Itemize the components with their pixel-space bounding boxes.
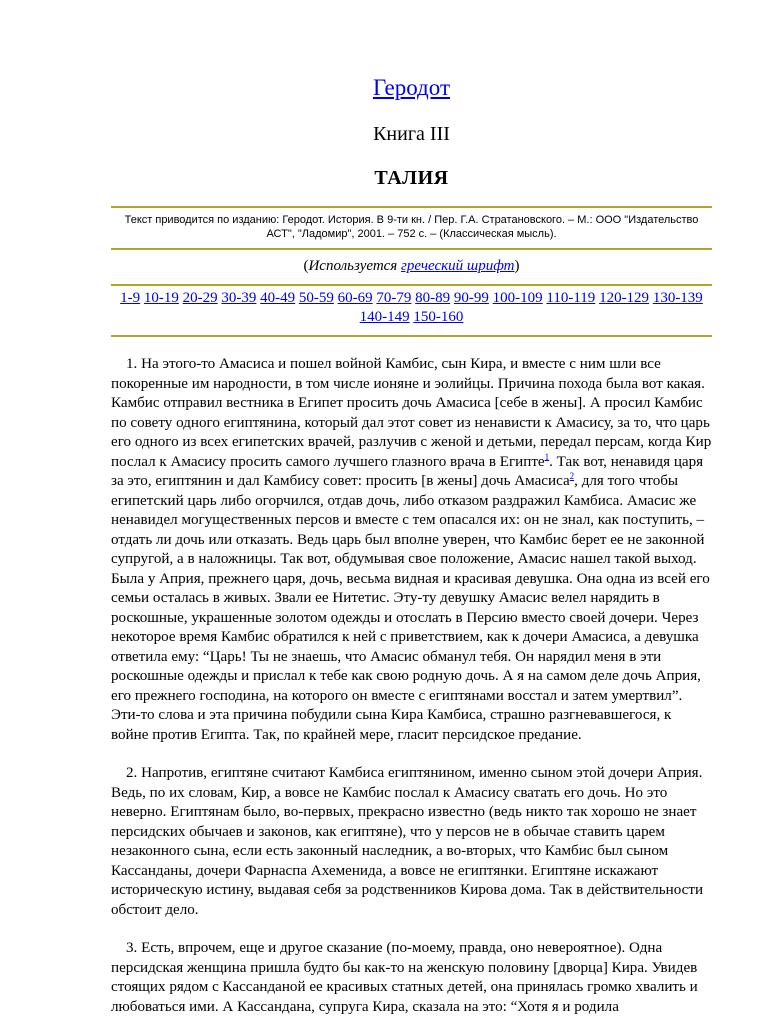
divider bbox=[111, 335, 712, 337]
nav-link-1-9[interactable]: 1-9 bbox=[120, 290, 141, 306]
nav-link-150-160[interactable]: 150-160 bbox=[413, 309, 464, 325]
paragraph-1-text-a: 1. На этого-то Амасиса и пошел войной Камбис, сын Кира, и вместе с ним шли все покоренные им народности, в том числе ионяне и эолийцы. Причина похода была вот какая. Камбис отправил вестника в Египет просить дочь Амасиса [себе в жены]. А просил Камбис по совету одного египтянина, который дал этот совет из ненависти к Амасису, за то, что царь его одного из всех египетских врачей, разлучив с женой и детьми, передал персам, когда Кир послал к Амасису просить самого лучшего глазного врача в Египте bbox=[111, 356, 712, 470]
nav-link-10-19[interactable]: 10-19 bbox=[143, 290, 179, 306]
nav-link-20-29[interactable]: 20-29 bbox=[182, 290, 218, 306]
nav-link-100-109[interactable]: 100-109 bbox=[492, 290, 543, 306]
nav-link-40-49[interactable]: 40-49 bbox=[260, 290, 296, 306]
divider bbox=[111, 206, 712, 208]
source-note: Текст приводится по изданию: Геродот. История. В 9-ти кн. / Пер. Г.А. Стратановского. – М.: ООО "Издательство АСТ", "Ладомир", 2001. – 752 с. – (Классическая мысль). bbox=[124, 214, 699, 240]
nav-link-110-119[interactable]: 110-119 bbox=[546, 290, 596, 306]
paragraph-3: 3. Есть, впрочем, еще и другое сказание (по-моему, правда, оно невероятное). Одна персидская женщина пришла будто бы как-то на женскую половину [дворца] Кира. Увидев стоящих рядом с Кассанданой ее красивых статных детей, она принялась громко хвалить и любоваться ими. А Кассандана, супруга Кира, сказала на это: “Хотя я и родила bbox=[111, 940, 698, 1015]
nav-link-80-89[interactable]: 80-89 bbox=[415, 290, 451, 306]
paragraph-2: 2. Напротив, египтяне считают Камбиса египтянином, именно сыном этой дочери Априя. Ведь, по их словам, Кир, а вовсе не Камбис послал к Амасису сватать его дочь. Но это неверно. Египтянам было, во-первых, прекрасно известно (ведь никто так хорошо не знает персидских обычаев и законов, как египтяне), что у персов не в обычае ставить царем незаконного сына, если есть законный наследник, а во-вторых, что Камбис был сыном Кассанданы, дочери Фарнаспа Ахеменида, а вовсе не египтянки. Египтяне искажают историческую истину, выдавая себя за родственников Кирова дома. Так в действительности обстоит дело. bbox=[111, 765, 704, 918]
nav-link-30-39[interactable]: 30-39 bbox=[221, 290, 257, 306]
paragraph-1-text-c: , для того чтобы египетский царь либо огорчился, отдав дочь, либо отказом раздражил Камбиса. Амасис же ненавидел могущественных персов и вместе с тем опасался их: он не знал, как поступить, – отдать ли дочь или отказать. Ведь царь был вполне уверен, что Камбис берет ее не законной супругой, а в наложницы. Так вот, обдумывая свое положение, Амасис нашел такой выход. Была у Априя, прежнего царя, дочь, весьма видная и красивая девушка. Она одна из всей его семьи осталась в живых. Звали ее Нитетис. Эту-ту девушку Амасис велел нарядить в роскошные, украшенные золотом одежды и отослать в Персию вместо своей дочери. Через некоторое время Камбис обратился к ней с приветствием, как к дочери Амасиса, а девушка ответила ему: “Царь! Ты не знаешь, что Амасис обманул тебя. Он нарядил меня в эти роскошные одежды и прислал к тебе как свою родную дочь. А я на самом деле дочь Априя, его прежнего господина, на которого он вместе с египтянами восстал и затем умертвил”. Эти-то слова и эта причина побудили сына Кира Камбиса, страшно разгневавшегося, к войне против Египта. Так, по крайней мере, гласит персидское предание. bbox=[111, 473, 710, 743]
nav-link-60-69[interactable]: 60-69 bbox=[337, 290, 373, 306]
footnote-link-1[interactable]: 1 bbox=[544, 451, 550, 462]
document-page bbox=[111, 0, 712, 1017]
book-heading: Книга III bbox=[373, 123, 450, 145]
font-note bbox=[111, 257, 712, 275]
author-link[interactable]: Геродот bbox=[372, 75, 451, 100]
font-note-open: ( bbox=[303, 258, 309, 274]
nav-link-120-129[interactable]: 120-129 bbox=[599, 290, 650, 306]
font-note-prefix: Используется bbox=[308, 258, 402, 274]
paragraph-1-text-b: . Так вот, ненавидя царя за это, египтянин и дал Камбису совет: просить [в жены] дочь Амасиса bbox=[111, 453, 704, 489]
author-heading bbox=[111, 74, 712, 102]
greek-font-link[interactable]: греческий шрифт bbox=[401, 258, 515, 274]
divider bbox=[111, 284, 712, 286]
nav-link-90-99[interactable]: 90-99 bbox=[453, 290, 489, 306]
nav-link-130-139[interactable]: 130-139 bbox=[652, 290, 703, 306]
nav-link-70-79[interactable]: 70-79 bbox=[376, 290, 412, 306]
font-note-close: ) bbox=[514, 258, 520, 274]
divider bbox=[111, 248, 712, 250]
nav-link-140-149[interactable]: 140-149 bbox=[359, 309, 410, 325]
nav-link-50-59[interactable]: 50-59 bbox=[298, 290, 334, 306]
page-title: ТАЛИЯ bbox=[374, 167, 449, 189]
footnote-link-2[interactable]: 2 bbox=[569, 470, 575, 481]
paragraph-1 bbox=[111, 355, 712, 745]
chapter-nav bbox=[111, 289, 712, 327]
